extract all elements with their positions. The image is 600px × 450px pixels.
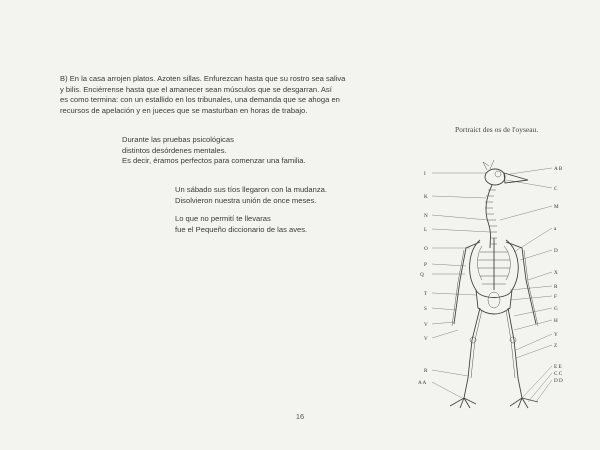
verse-stanza-1 xyxy=(122,135,306,167)
plate-title: Portraict des os de l'oyseau. xyxy=(455,125,539,134)
plate-label: N xyxy=(424,213,428,219)
plate-label: a xyxy=(554,226,557,232)
plate-label: S xyxy=(424,306,427,312)
legs xyxy=(464,308,522,398)
text-line: y bilis. Enciérrense hasta que el amanecer sean músculos que se desgarran. Así xyxy=(60,84,332,94)
pelvis xyxy=(476,290,512,314)
verse-stanza-2 xyxy=(175,185,327,206)
plate-label: X xyxy=(554,270,558,276)
plate-label: H xyxy=(554,318,558,324)
plate-label: I xyxy=(424,171,426,177)
bird-skeleton-illustration xyxy=(410,140,580,415)
leader-lines-right xyxy=(500,168,552,402)
verse-line: distintos desórdenes mentales. xyxy=(122,145,227,155)
plate-label: K xyxy=(424,194,428,200)
paragraph-b xyxy=(60,74,380,116)
plate-labels-left xyxy=(418,171,428,386)
plate-label: G xyxy=(554,306,558,312)
plate-label: M xyxy=(554,204,559,210)
plate-label: A A xyxy=(418,380,427,386)
plate-label: C C xyxy=(554,371,563,377)
plate-label: V xyxy=(424,336,428,342)
plate-label: F xyxy=(554,294,557,300)
text-line: B) En la casa arrojen platos. Azoten sillas. Enfurezcan hasta que su rostro sea saliva xyxy=(60,74,346,83)
plate-label: V xyxy=(424,322,428,328)
plate-label: Z xyxy=(554,343,558,349)
verse-line: Un sábado sus tíos llegaron con la mudanza. xyxy=(175,185,327,194)
verse-line: Disolvieron nuestra unión de once meses. xyxy=(175,195,317,205)
plate-label: R xyxy=(554,284,558,290)
plate-labels-right xyxy=(554,166,563,384)
plate-label: P xyxy=(424,262,427,268)
page-number: 16 xyxy=(295,412,305,421)
plate-label: D D xyxy=(554,378,563,384)
text-line: recursos de apelación y en jueces que se masturban en horas de trabajo. xyxy=(60,105,308,115)
vertebral-column xyxy=(485,185,497,248)
plate-label: T xyxy=(424,291,428,297)
plate-label: D xyxy=(554,248,558,254)
plate-label: C xyxy=(554,186,558,192)
plate-label: L xyxy=(424,227,428,233)
ribcage xyxy=(470,238,519,290)
plate-label: A B xyxy=(554,166,563,172)
verse-line: Lo que no permití te llevaras xyxy=(175,214,271,223)
plate-label: E E xyxy=(554,364,562,370)
leader-lines-left xyxy=(432,173,490,398)
verse-line: Es decir, éramos perfectos para comenzar una familia. xyxy=(122,156,306,166)
plate-label: O xyxy=(424,246,428,252)
plate-label: R xyxy=(424,368,428,374)
feet xyxy=(450,398,538,408)
plate-label: Y xyxy=(554,332,558,338)
verse-line: Durante las pruebas psicológicas xyxy=(122,135,234,144)
plate-label: Q xyxy=(420,272,424,278)
text-line: es como termina: con un estallido en los tribunales, una demanda que se ahoga en xyxy=(60,95,340,105)
verse-stanza-3 xyxy=(175,214,307,235)
skeleton-engraving xyxy=(410,140,580,415)
verse-line: fue el Pequeño diccionario de las aves. xyxy=(175,224,308,234)
